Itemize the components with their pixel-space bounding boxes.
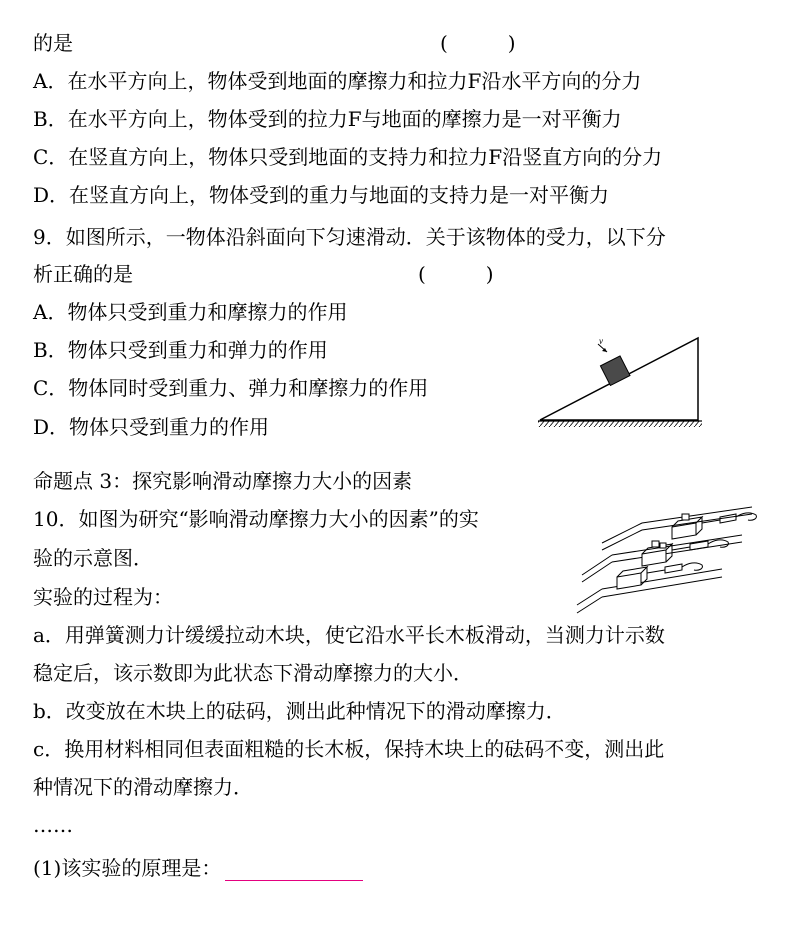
q8-answer-paren: ( ) — [440, 31, 516, 55]
spring-scale-bottom — [647, 563, 702, 573]
incline-figure — [530, 330, 710, 430]
q10-stem-line2: 验的示意图． — [33, 546, 153, 570]
ground-hatch — [538, 421, 702, 427]
q10-sub1-answer-blank[interactable] — [225, 856, 363, 881]
q8-option-b: B．在水平方向上，物体受到的拉力F与地面的摩擦力是一对平衡力 — [33, 107, 622, 131]
q8-option-a: A．在水平方向上，物体受到地面的摩擦力和拉力F沿水平方向的分力 — [33, 69, 642, 93]
q10-stem-line1: 10．如图为研究“影响滑动摩擦力大小的因素”的实 — [33, 507, 479, 531]
q9-answer-paren: ( ) — [418, 262, 494, 286]
velocity-label: v — [599, 336, 603, 346]
q8-stem-tail: 的是 — [33, 31, 73, 55]
friction-experiment-figure — [572, 505, 768, 617]
q9-option-d: D．物体只受到重力的作用 — [33, 415, 270, 439]
q8-option-c: C．在竖直方向上，物体只受到地面的支持力和拉力F沿竖直方向的分力 — [33, 145, 663, 169]
q10-sub1 — [33, 855, 363, 881]
q10-ellipsis: …… — [33, 813, 73, 837]
q10-step-c-line2: 种情况下的滑动摩擦力． — [33, 775, 253, 799]
q9-option-a: A．物体只受到重力和摩擦力的作用 — [33, 300, 348, 324]
q9-stem-line2: 析正确的是 — [33, 262, 133, 286]
q9-option-b: B．物体只受到重力和弹力的作用 — [33, 338, 328, 362]
q10-step-c-line1: c．换用材料相同但表面粗糙的长木板，保持木块上的砝码不变，测出此 — [33, 737, 665, 761]
q10-sub1-label: (1)该实验的原理是： — [33, 856, 222, 880]
q10-process-title: 实验的过程为： — [33, 585, 173, 609]
q10-step-a-line1: a．用弹簧测力计缓缓拉动木块，使它沿水平长木板滑动，当测力计示数 — [33, 623, 665, 647]
q8-option-d: D．在竖直方向上，物体受到的重力与地面的支持力是一对平衡力 — [33, 183, 610, 207]
q10-step-a-line2: 稳定后，该示数即为此状态下滑动摩擦力的大小． — [33, 661, 473, 685]
q9-option-c: C．物体同时受到重力、弹力和摩擦力的作用 — [33, 376, 429, 400]
q9-stem-line1: 9．如图所示，一物体沿斜面向下匀速滑动．关于该物体的受力，以下分 — [33, 225, 666, 249]
q10-step-b: b．改变放在木块上的砝码，测出此种情况下的滑动摩擦力． — [33, 699, 566, 723]
block-bottom — [617, 567, 647, 589]
board-bottom — [577, 569, 722, 613]
section-title: 命题点 3：探究影响滑动摩擦力大小的因素 — [33, 469, 413, 493]
